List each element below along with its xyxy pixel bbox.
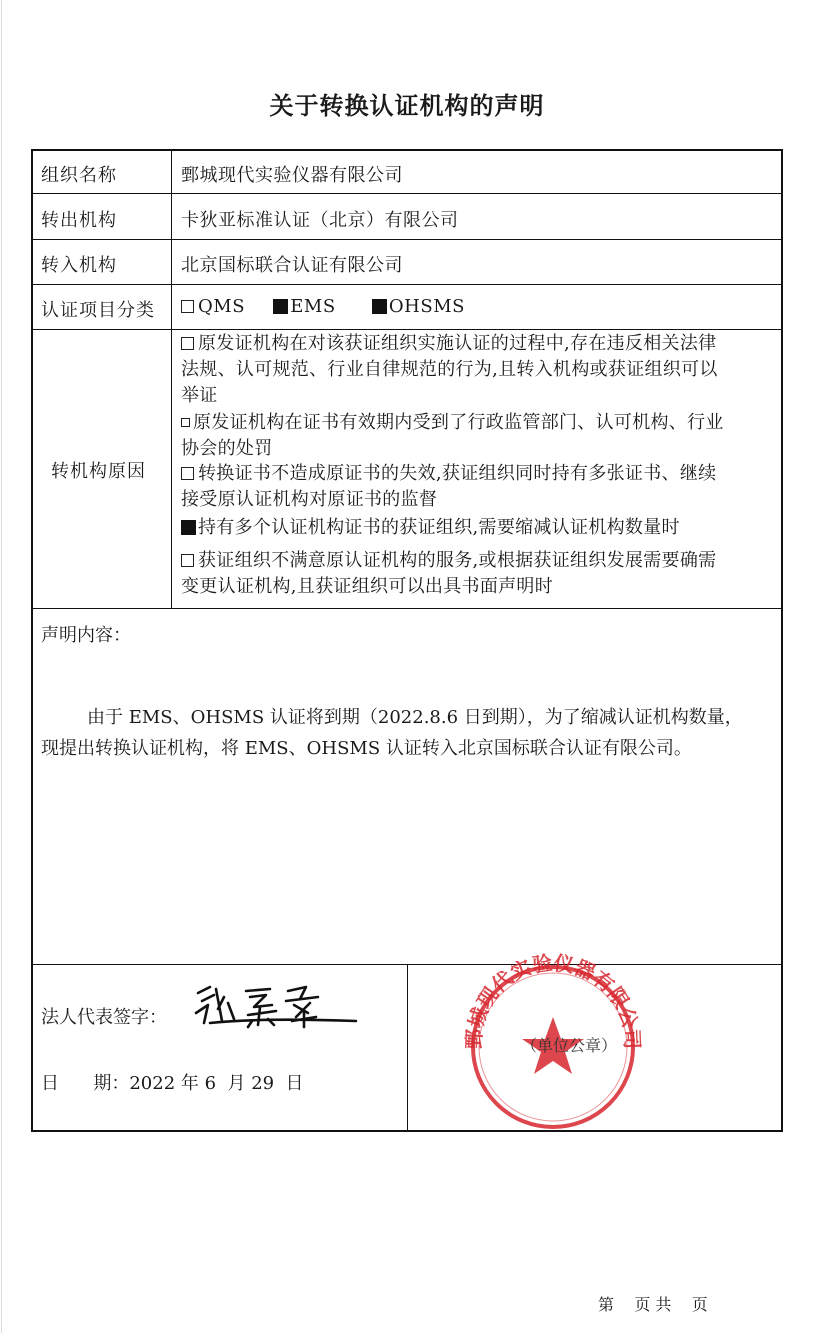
declaration-body xyxy=(41,702,777,764)
checkbox-checked-icon xyxy=(181,520,196,535)
signature-label: 法人代表签字： xyxy=(41,1007,167,1028)
from-body-label: 转出机构 xyxy=(41,210,117,231)
to-body-value: 北京国标联合认证有限公司 xyxy=(181,255,403,276)
reason-text: 法规、认可规范、行业自律规范的行为,且转入机构或获证组织可以 xyxy=(181,359,718,380)
checkbox-checked-icon xyxy=(273,299,288,314)
reason-text: 协会的处罚 xyxy=(181,438,273,459)
date-label: 日 期： xyxy=(41,1073,130,1094)
checkbox-checked-icon xyxy=(372,299,387,314)
row-divider xyxy=(33,193,781,194)
category-label: 认证项目分类 xyxy=(41,300,155,321)
reason-item-5[interactable]: 获证组织不满意原认证机构的服务,或根据获证组织发展需要确需 变更认证机构,且获证组织可以出具书面声明时 xyxy=(181,548,781,600)
category-options xyxy=(181,296,465,317)
declaration-line: 现提出转换认证机构，将 EMS、OHSMS 认证转入北京国标联合认证有限公司。 xyxy=(41,738,692,759)
seal-caption: （单位公章） xyxy=(521,1036,618,1055)
to-body-label: 转入机构 xyxy=(41,255,117,276)
checkbox-empty-icon xyxy=(181,418,190,427)
reasons-label: 转机构原因 xyxy=(51,461,146,482)
org-name-label: 组织名称 xyxy=(41,165,117,186)
page-title: 关于转换认证机构的声明 xyxy=(269,92,545,120)
page-edge xyxy=(1,0,2,1333)
row-divider xyxy=(33,608,781,609)
declaration-line: 由于 EMS、OHSMS 认证将到期（2022.8.6 日到期），为了缩减认证机构数量， xyxy=(87,707,743,728)
reason-text: 举证 xyxy=(181,385,218,406)
handwritten-signature xyxy=(188,979,358,1031)
reason-item-3[interactable]: 转换证书不造成原证书的失效,获证组织同时持有多张证书、继续 接受原认证机构对原证书的监督 xyxy=(181,461,781,513)
declaration-label: 声明内容： xyxy=(41,625,131,646)
declaration-form xyxy=(31,149,783,1132)
checkbox-empty-icon xyxy=(181,467,194,480)
date-line xyxy=(41,1069,304,1095)
reason-item-1[interactable]: 原发证机构在对该获证组织实施认证的过程中,存在违反相关法律 法规、认可规范、行业自律规范的行为,且转入机构或获证组织可以 举证 xyxy=(181,331,781,409)
date-value: 2022 年 6 月 29 日 xyxy=(129,1073,304,1094)
category-option-ohsms[interactable]: OHSMS xyxy=(372,296,465,317)
category-option-qms[interactable]: QMS xyxy=(181,296,245,317)
column-divider xyxy=(407,964,408,1132)
checkbox-empty-icon xyxy=(181,337,194,350)
row-divider xyxy=(33,239,781,240)
reason-item-4[interactable]: 持有多个认证机构证书的获证组织,需要缩减认证机构数量时 xyxy=(181,515,781,541)
row-divider xyxy=(33,329,781,330)
checkbox-empty-icon xyxy=(181,554,194,567)
page-footer: 第 页 共 页 xyxy=(598,1295,708,1314)
reason-text: 变更认证机构,且获证组织可以出具书面声明时 xyxy=(181,576,554,597)
reason-item-2[interactable]: 原发证机构在证书有效期内受到了行政监管部门、认可机构、行业 协会的处罚 xyxy=(181,410,781,462)
column-divider xyxy=(171,151,172,608)
category-option-ems[interactable]: EMS xyxy=(273,296,335,317)
reason-text: 接受原认证机构对原证书的监督 xyxy=(181,489,438,510)
checkbox-empty-icon xyxy=(181,300,194,313)
svg-text:鄄城现代实验仪器有限公司: 鄄城现代实验仪器有限公司 xyxy=(461,951,645,1050)
org-name-value: 鄄城现代实验仪器有限公司 xyxy=(181,165,403,186)
row-divider xyxy=(33,284,781,285)
from-body-value: 卡狄亚标准认证（北京）有限公司 xyxy=(181,210,459,231)
